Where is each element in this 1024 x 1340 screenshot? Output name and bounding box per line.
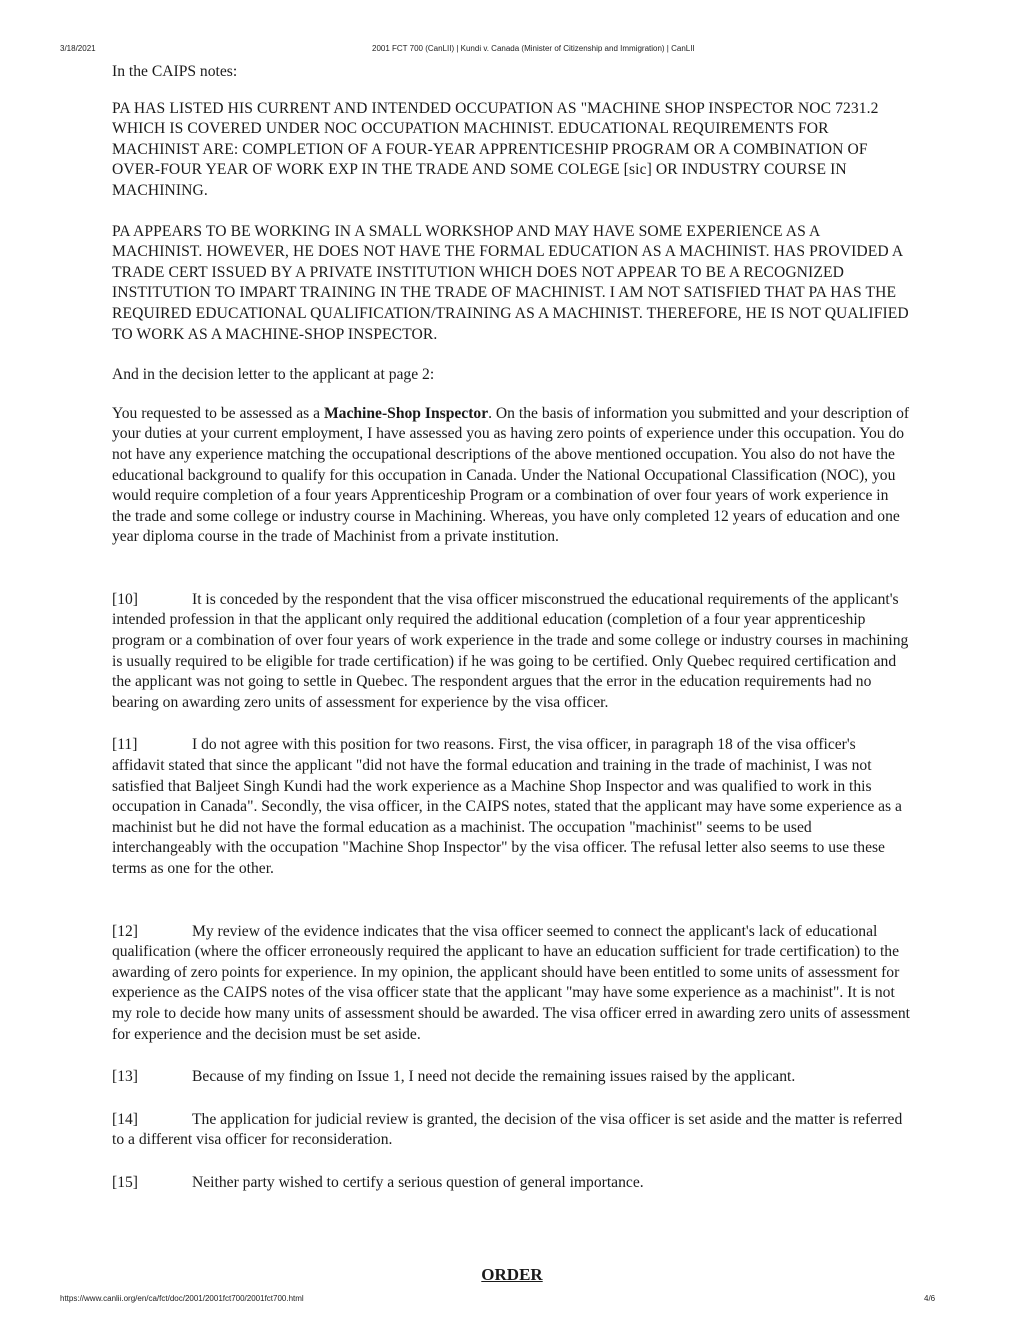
paragraph-number: [15] [112,1173,138,1191]
decision-letter-quote [112,404,910,548]
paragraph-number: [11] [112,736,138,754]
caips-note-2: PA APPEARS TO BE WORKING IN A SMALL WORKSHOP AND MAY HAVE SOME EXPERIENCE AS A MACHINIST. HOWEVER, HE DOES NOT HAVE THE FORMAL EDUCATION AS A MACHINIST. HAS PROVIDED A TRADE CERT ISSUED BY A PRIVATE INSTITUTION WHICH DOES NOT APPEAR TO BE A RECOGNIZED INSTITUTION TO IMPART TRAINING IN THE TRADE OF MACHINIST. I AM NOT SATISFIED THAT PA HAS THE REQUIRED EDUCATIONAL QUALIFICATION/TRAINING AS A MACHINIST. THEREFORE, HE IS NOT QUALIFIED TO WORK AS A MACHINE-SHOP INSPECTOR. [112,222,909,343]
paragraph-text: I do not agree with this position for two reasons. First, the visa officer, in paragraph 18 of the visa officer's affidavit stated that since the applicant "did not have the formal education and training in the trade of machinist, I was not satisfied that Baljeet Singh Kundi had the work experience as a Machine Shop Inspector and was qualified to work in this occupation in Canada". Secondly, the visa officer, in the CAIPS notes, stated that the applicant may have some experience as a machinist but he did not have the formal education as a machinist. The occupation "machinist" seems to be used interchangeably with the occupation "Machine Shop Inspector" by the visa officer. The refusal letter also seems to use these terms as one for the other. [112,736,902,877]
print-footer-url[interactable]: https://www.canlii.org/en/ca/fct/doc/2001/2001fct700/2001fct700.html [60,1294,304,1303]
caips-intro: In the CAIPS notes: [112,63,238,80]
paragraph-13 [112,1067,910,1088]
paragraph-11 [112,735,910,879]
paragraph-12 [112,922,910,1046]
print-page-number: 4/6 [924,1294,936,1303]
caips-note-1: PA HAS LISTED HIS CURRENT AND INTENDED OCCUPATION AS "MACHINE SHOP INSPECTOR NOC 7231.2 WHICH IS COVERED UNDER NOC OCCUPATION MACHINIST. EDUCATIONAL REQUIREMENTS FOR MACHINIST ARE: COMPLETION OF A FOUR-YEAR APPRENTICESHIP PROGRAM OR A COMBINATION OF OVER-FOUR YEAR OF WORK EXP IN THE TRADE AND SOME COLEGE [sic] OR INDUSTRY COURSE IN MACHINING. [112,99,879,199]
paragraph-10 [112,590,910,714]
print-header-title: 2001 FCT 700 (CanLII) | Kundi v. Canada (Minister of Citizenship and Immigration) | CanLII [372,44,695,53]
order-heading: ORDER [481,1265,543,1284]
paragraph-text: It is conceded by the respondent that the visa officer misconstrued the educational requirements of the applicant's intended profession in that the applicant only required the additional education (completion of a four year apprenticeship program or a combination of over four years of work experience in the trade and some college or industry courses in machining is usually required to be eligible for trade certification) if he was going to be certified. Only Quebec required certification and the applicant was not going to settle in Quebec. The respondent argues that the error in the education requirements had no bearing on awarding zero units of assessment for experience by the visa officer. [112,590,909,711]
paragraph-text: My review of the evidence indicates that the visa officer seemed to connect the applicant's lack of educational qualification (where the officer erroneously required the applicant to have an education sufficient for trade certification) to the awarding of zero points for experience. In my opinion, the applicant should have been entitled to some units of assessment for experience as the CAIPS notes of the visa officer state that the applicant "may have some experience as a machinist". It is not my role to decide how many units of assessment should be awarded. The visa officer erred in awarding zero units of assessment for experience and the decision must be set aside. [112,922,910,1043]
decision-letter-intro: And in the decision letter to the applicant at page 2: [112,366,435,384]
letter-text-start: You requested to be assessed as a [112,404,324,422]
paragraph-text: Because of my finding on Issue 1, I need not decide the remaining issues raised by the applicant. [192,1068,796,1086]
paragraph-number: [12] [112,922,138,940]
paragraph-15 [112,1173,910,1194]
letter-occupation-bold: Machine-Shop Inspector [323,404,489,422]
print-date: 3/18/2021 [60,44,96,53]
paragraph-number: [14] [112,1110,138,1128]
letter-text-rest: . On the basis of information you submitted and your description of your duties at your current employment, I have assessed you as having zero points of experience under this occupation. You do not have any experience matching the occupational descriptions of the above mentioned occupation. You also do not have the educational background to qualify for this occupation in Canada. Under the National Occupational Classification (NOC), you would require completion of a four years Apprenticeship Program or a combination of over four years of work experience in the trade and some college or industry course in Machining. Whereas, you have only completed 12 years of education and one year diploma course in the trade of Machinist from a private institution. [112,404,910,546]
paragraph-number: [10] [112,590,138,608]
document-body [112,62,910,1216]
paragraph-number: [13] [112,1068,138,1086]
paragraph-text: Neither party wished to certify a serious question of general importance. [192,1173,644,1191]
paragraph-14 [112,1110,910,1151]
paragraph-text: The application for judicial review is granted, the decision of the visa officer is set aside and the matter is referred to a different visa officer for reconsideration. [112,1110,903,1149]
